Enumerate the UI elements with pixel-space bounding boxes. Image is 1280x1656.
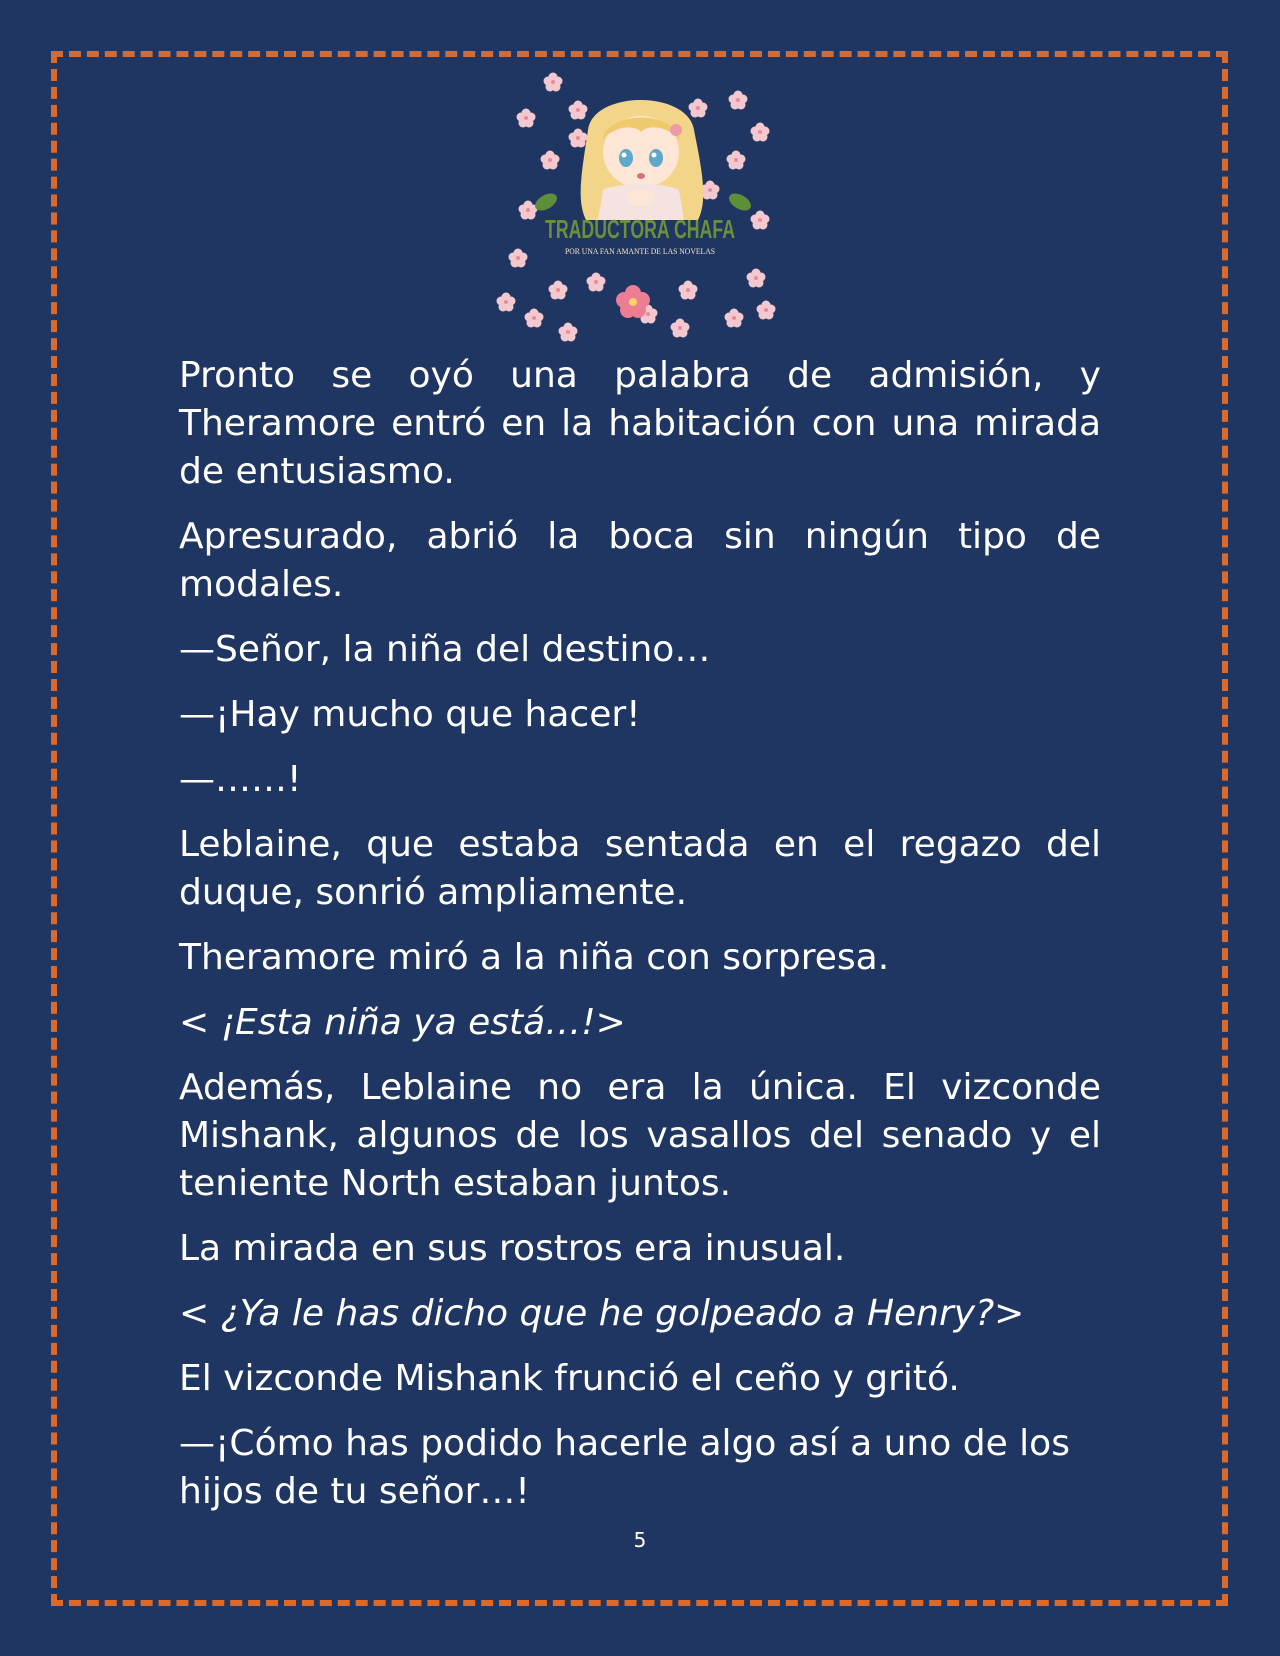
paragraph: La mirada en sus rostros era inusual. [179,1228,846,1269]
dialogue-line: —……! [179,759,302,800]
dialogue-line: —¡Cómo has podido hacerle algo así a uno de los hijos de tu señor…! [179,1423,1070,1512]
logo-subtitle: POR UNA FAN AMANTE DE LAS NOVELAS [565,247,715,256]
paragraph: Apresurado, abrió la boca sin ningún tipo de modales. [179,516,1101,605]
paragraph: Leblaine, que estaba sentada en el regazo del duque, sonrió ampliamente. [179,824,1101,913]
paragraph: Theramore miró a la niña con sorpresa. [179,937,890,978]
thought-line: < ¡Esta niña ya está…!> [179,1002,626,1043]
dialogue-line: —¡Hay mucho que hacer! [179,694,641,735]
paragraph: Además, Leblaine no era la única. El vizconde Mishank, algunos de los vasallos del senado y el teniente North estaban juntos. [179,1067,1101,1204]
paragraph: Pronto se oyó una palabra de admisión, y Theramore entró en la habitación con una mirada de entusiasmo. [179,355,1101,492]
dialogue-line: —Señor, la niña del destino… [179,629,711,670]
thought-line: < ¿Ya le has dicho que he golpeado a Henry?> [179,1293,1025,1334]
page-number: 5 [633,1528,647,1552]
translator-logo [498,70,782,344]
paragraph: El vizconde Mishank frunció el ceño y gritó. [179,1358,960,1399]
logo-title: TRADUCTORA CHAFA [545,214,736,244]
chapter-text [179,352,1101,1533]
